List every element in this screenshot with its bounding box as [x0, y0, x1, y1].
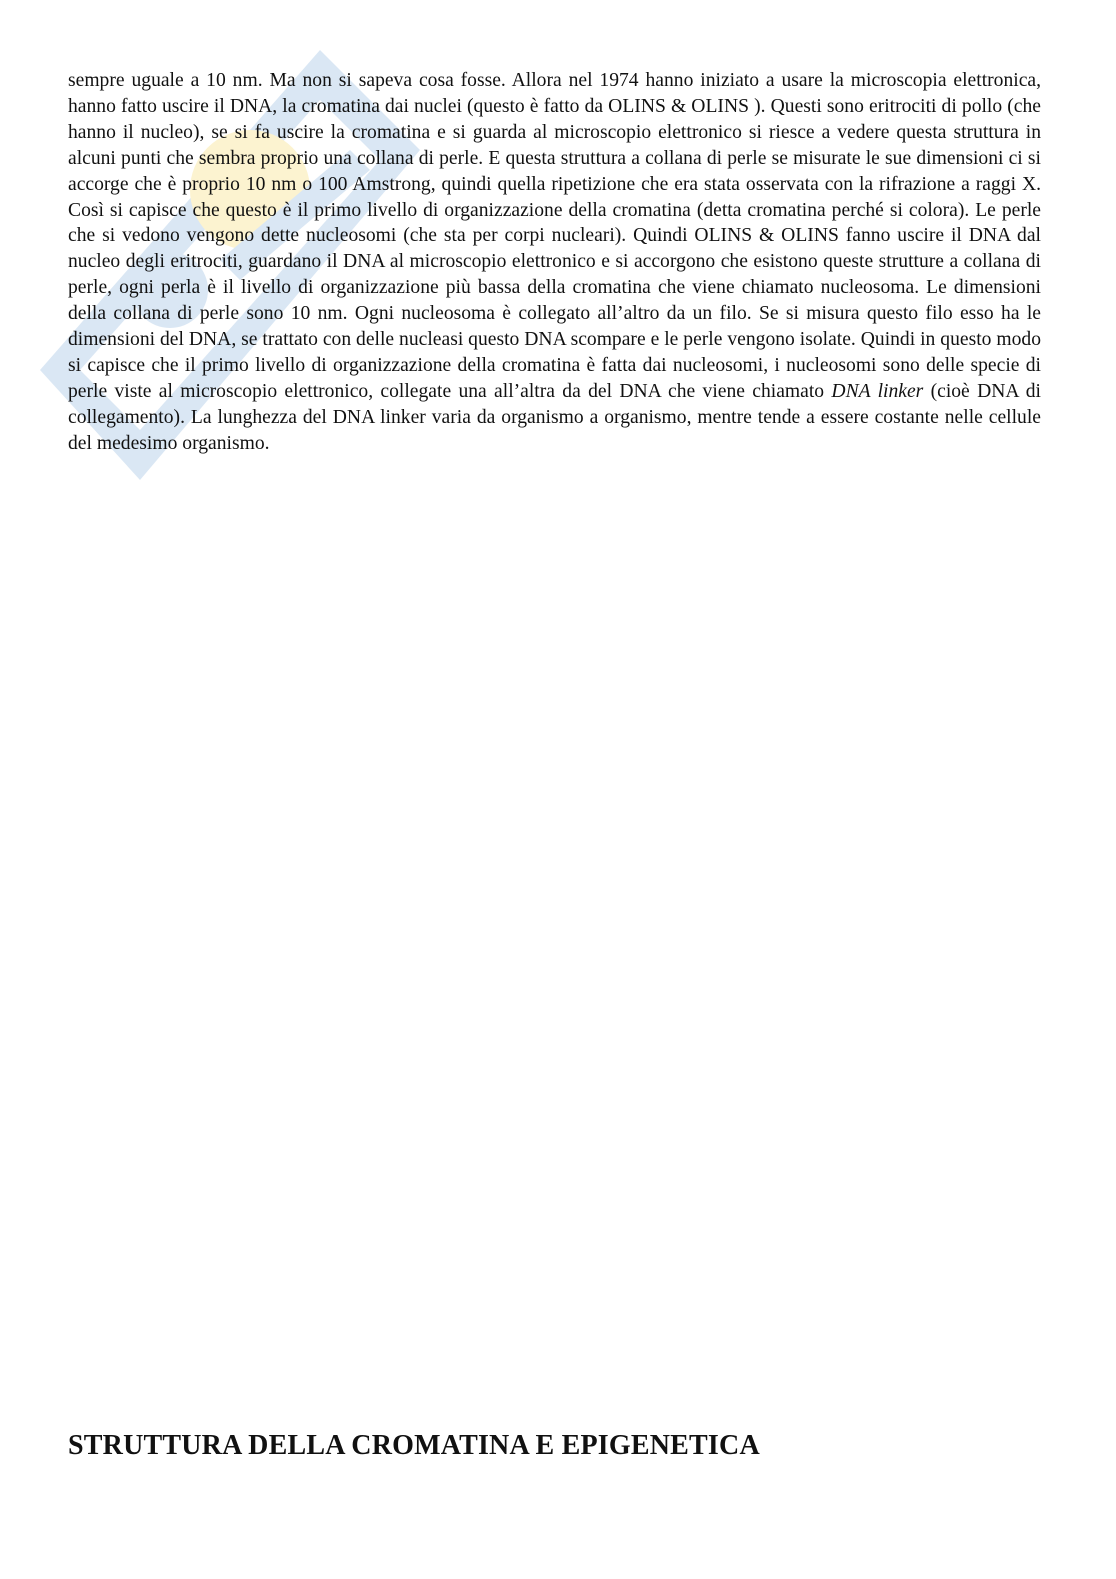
body-paragraph: [68, 68, 1041, 457]
paragraph-text-start: sempre uguale a 10 nm. Ma non si sapeva cosa fosse. Allora nel 1974 hanno iniziato a usare la microscopia elettronica, hanno fatto uscire il DNA, la cromatina dai nuclei (questo è fatto da OLINS & OLINS ). Questi sono eritrociti di pollo (che hanno il nucleo), se si fa uscire la cromatina e si guarda al microscopio elettronico si riesce a vedere questa struttura in alcuni punti che sembra proprio una collana di perle. E questa struttura a collana di perle se misurate le sue dimensioni ci si accorge che è proprio 10 nm o 100 Amstrong, quindi quella ripetizione che era stata osservata con la rifrazione a raggi X. Così si capisce che questo è il primo livello di organizzazione della cromatina (detta cromatina perché si colora). Le perle che si vedono vengono dette nucleosomi (che sta per corpi nucleari). Quindi OLINS & OLINS fanno uscire il DNA dal nucleo degli eritrociti, guardano il DNA al microscopio elettronico e si accorgono che esistono queste strutture a collana di perle, ogni perla è il livello di organizzazione più bassa della cromatina che viene chiamato nucleosoma. Le dimensioni della collana di perle sono 10 nm. Ogni nucleosoma è collegato all’altro da un filo. Se si misura questo filo esso ha le dimensioni del DNA, se trattato con delle nucleasi questo DNA scompare e le perle vengono isolate. Quindi in questo modo si capisce che il primo livello di organizzazione della cromatina è fatta dai nucleosomi, i nucleosomi sono delle specie di perle viste al microscopio elettronico, collegate una all’altra da del DNA che viene chiamato: [68, 70, 1041, 402]
section-heading: STRUTTURA DELLA CROMATINA E EPIGENETICA: [68, 1430, 760, 1461]
dna-linker-term: DNA linker: [831, 380, 924, 402]
paragraph-text-end: (cioè DNA di collegamento). La lunghezza del DNA linker varia da organismo a organismo, mentre tende a essere costante nelle cellule del medesimo organismo.: [68, 380, 1041, 454]
